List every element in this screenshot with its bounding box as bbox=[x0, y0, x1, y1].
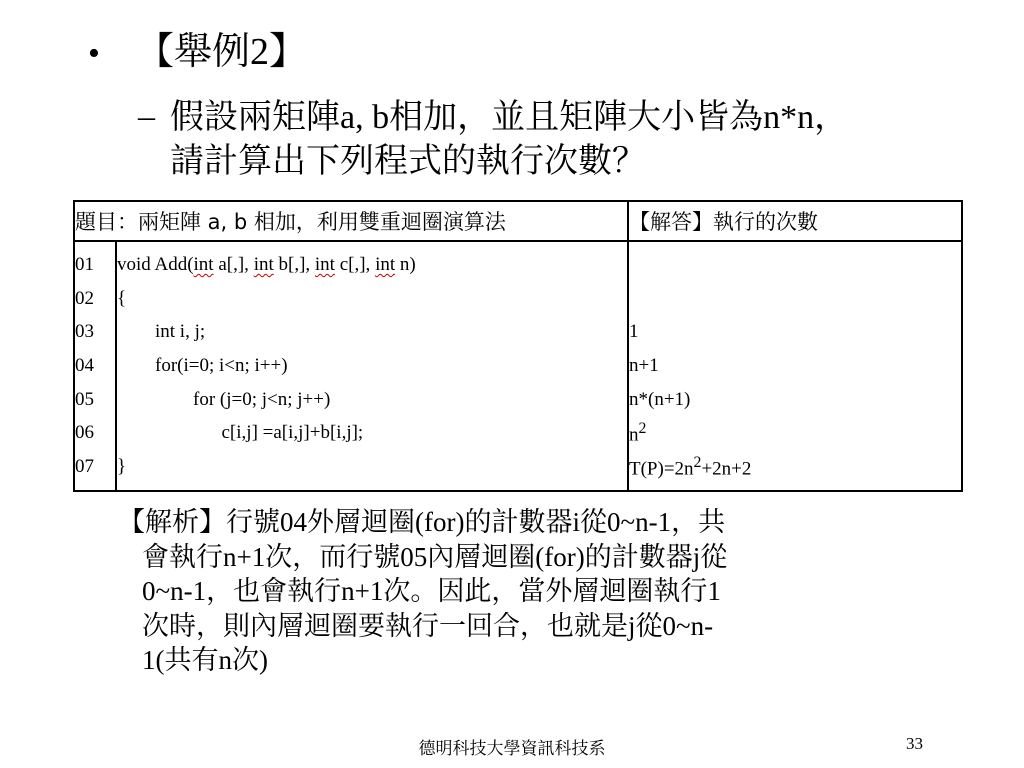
table-row bbox=[74, 349, 962, 383]
code-line: for (j=0; j<n; j++) bbox=[116, 383, 628, 417]
problem-line: 請計算出下列程式的執行次數？ bbox=[170, 143, 646, 180]
table-header-row bbox=[74, 201, 962, 241]
table-row bbox=[74, 315, 962, 349]
analysis-text bbox=[118, 505, 898, 678]
answer-cell: n*(n+1) bbox=[629, 388, 691, 410]
analysis-line: 次時，則內層迴圈要執行一回合，也就是j從0~n- bbox=[142, 610, 714, 641]
code-line: void Add(int a[,], int b[,], int c[,], int n) bbox=[116, 241, 628, 282]
line-number: 05 bbox=[74, 383, 116, 417]
line-number: 06 bbox=[74, 416, 116, 450]
analysis-line: 會執行n+1次，而行號05內層迴圈(for)的計數器j從 bbox=[142, 541, 728, 572]
answer-cell: n+1 bbox=[629, 354, 659, 376]
answer-cell bbox=[628, 282, 962, 316]
code-line: for(i=0; i<n; i++) bbox=[116, 349, 628, 383]
code-line: c[i,j] =a[i,j]+b[i,j]; bbox=[116, 416, 628, 450]
code-line: { bbox=[116, 282, 628, 316]
table-row bbox=[74, 450, 962, 491]
line-number: 04 bbox=[74, 349, 116, 383]
answer-cell: $n^2$ bbox=[629, 420, 647, 446]
line-number: 07 bbox=[74, 450, 116, 491]
footer-school: 德明科技大學資訊科技系 bbox=[418, 739, 606, 759]
answer-cell: $T(P)=2n^2+2n+2$ bbox=[629, 453, 752, 480]
problem-statement bbox=[170, 96, 970, 184]
line-number: 03 bbox=[74, 315, 116, 349]
table-row bbox=[74, 416, 962, 450]
table-row bbox=[74, 241, 962, 282]
code-table bbox=[73, 200, 963, 492]
analysis-line: 0~n-1，也會執行n+1次。因此，當外層迴圈執行1 bbox=[142, 576, 721, 606]
answer-cell: 1 bbox=[629, 321, 639, 343]
line-number: 02 bbox=[74, 282, 116, 316]
code-line: } bbox=[116, 450, 628, 491]
line-number: 01 bbox=[74, 241, 116, 282]
sub-bullet-dash: – bbox=[138, 98, 155, 135]
code-line: int i, j; bbox=[116, 315, 628, 349]
table-row bbox=[74, 282, 962, 316]
table-row bbox=[74, 383, 962, 417]
answer-cell bbox=[628, 241, 962, 282]
title-header: 題目：兩矩陣 a, b 相加，利用雙重迴圈演算法 bbox=[74, 201, 628, 241]
problem-line: 假設兩矩陣a, b相加，並且矩陣大小皆為n*n， bbox=[170, 99, 849, 136]
bullet-dot: • bbox=[88, 35, 100, 72]
answer-header: 【解答】執行的次數 bbox=[628, 201, 962, 241]
page-number: 33 bbox=[906, 734, 923, 753]
analysis-line: 1(共有n次) bbox=[142, 645, 268, 675]
analysis-line: 【解析】行號04外層迴圈(for)的計數器i從0~n-1，共 bbox=[118, 507, 726, 537]
slide-heading: 【舉例2】 bbox=[136, 31, 308, 73]
